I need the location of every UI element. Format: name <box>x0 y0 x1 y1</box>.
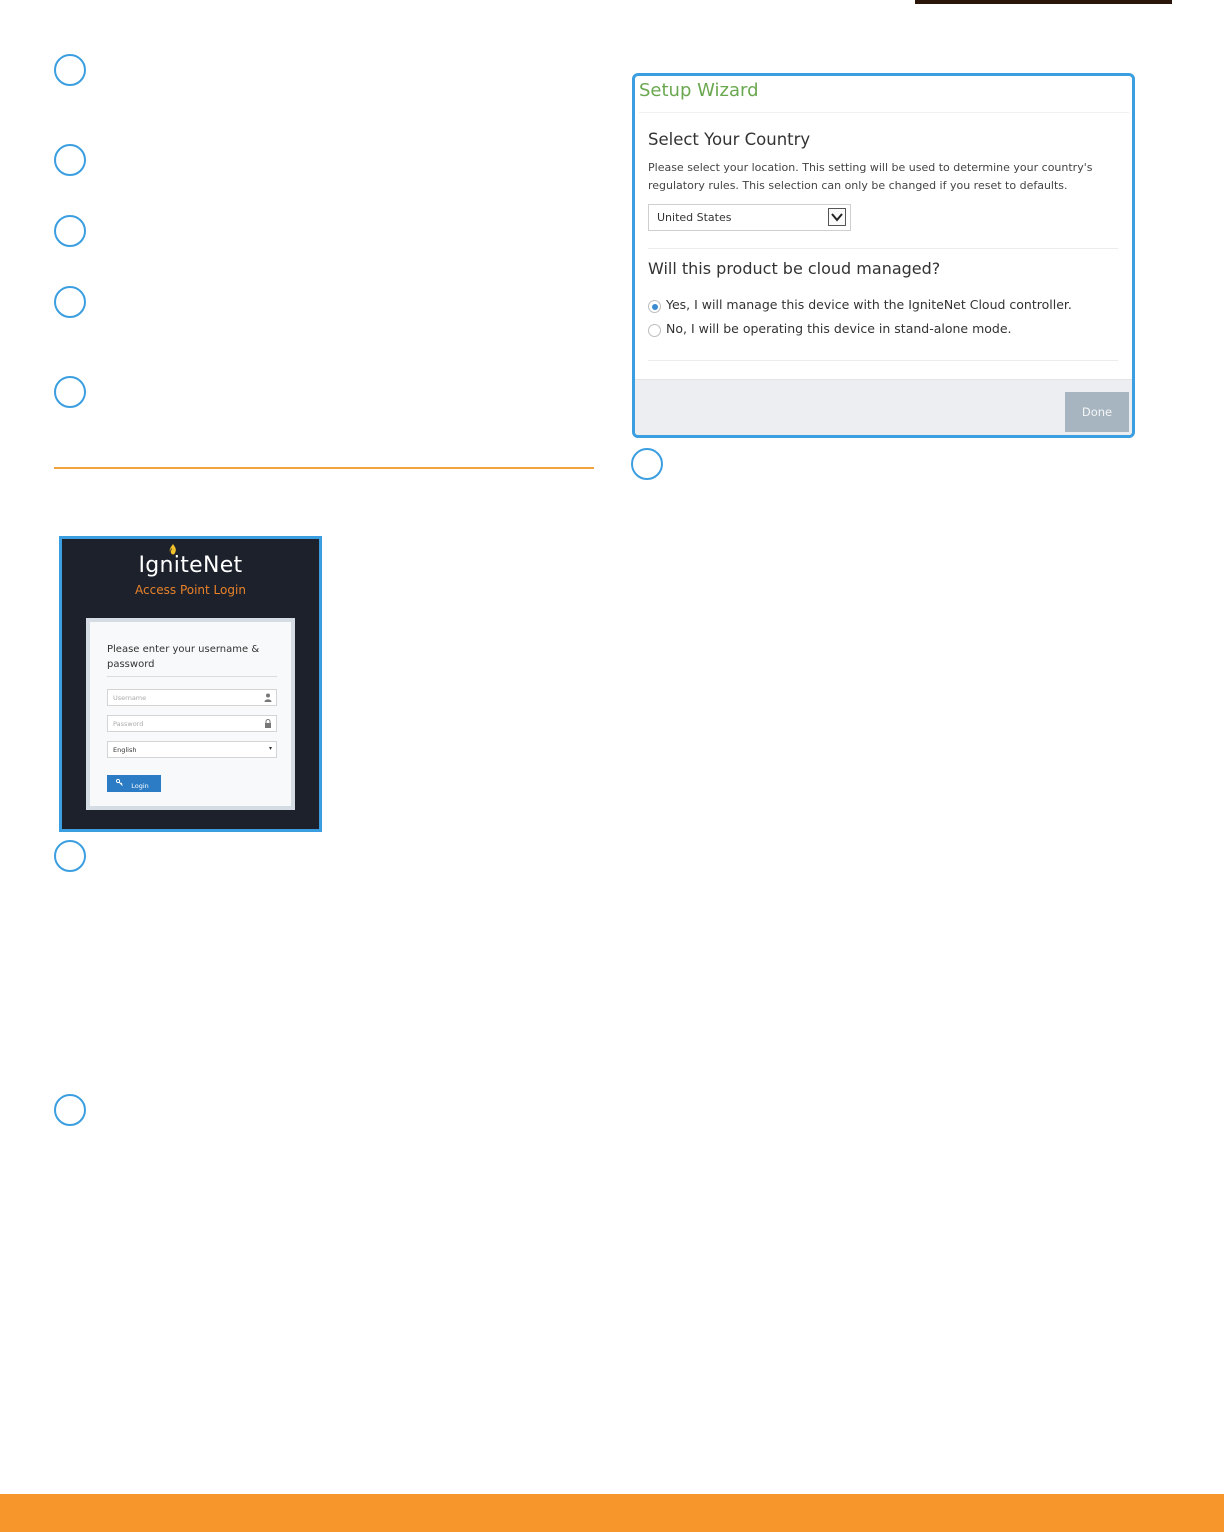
step-marker-1 <box>54 54 86 86</box>
brand-logo-text: IgniteNet <box>138 553 243 578</box>
wizard-divider-1 <box>648 248 1118 249</box>
login-button-label: Login <box>131 781 149 790</box>
login-screenshot <box>59 536 322 832</box>
language-value: English <box>113 746 137 754</box>
lock-icon <box>264 719 272 728</box>
country-heading: Select Your Country <box>648 130 811 149</box>
username-placeholder: Username <box>113 694 147 702</box>
step-marker-4 <box>54 286 86 318</box>
cloud-heading: Will this product be cloud managed? <box>648 259 941 278</box>
step-marker-7 <box>54 840 86 872</box>
wizard-title-divider <box>639 112 1129 113</box>
login-subtitle: Access Point Login <box>135 583 246 597</box>
chevron-down-icon <box>828 208 846 226</box>
password-input[interactable] <box>107 715 277 732</box>
login-separator <box>107 676 277 677</box>
step-marker-8 <box>54 1094 86 1126</box>
login-button[interactable] <box>107 775 161 792</box>
key-icon <box>116 779 123 788</box>
wizard-footer <box>635 379 1132 435</box>
done-button[interactable]: Done <box>1065 392 1129 432</box>
caret-down-icon: ▾ <box>268 745 272 752</box>
user-icon <box>264 693 272 702</box>
radio-label-cloud: Yes, I will manage this device with the IgniteNet Cloud controller. <box>666 297 1072 312</box>
setup-wizard-screenshot <box>632 73 1135 438</box>
wizard-title: Setup Wizard <box>639 80 759 101</box>
wizard-divider-2 <box>648 360 1118 361</box>
step-marker-2 <box>54 144 86 176</box>
username-input[interactable] <box>107 689 277 706</box>
section-divider <box>54 467 594 469</box>
login-prompt: Please enter your username & password <box>107 644 260 670</box>
country-select-value: United States <box>657 211 732 224</box>
footer-bar <box>0 1494 1224 1532</box>
radio-label-standalone: No, I will be operating this device in stand-alone mode. <box>666 321 1012 336</box>
step-marker-3 <box>54 215 86 247</box>
password-placeholder: Password <box>113 720 144 728</box>
country-select[interactable] <box>648 204 851 231</box>
radio-button-cloud[interactable] <box>648 300 661 313</box>
login-card <box>86 618 295 810</box>
language-select[interactable] <box>107 741 277 758</box>
radio-button-standalone[interactable] <box>648 324 661 337</box>
country-description: Please select your location. This setting will be used to determine your country's regulatory rules. This selection can only be changed if you reset to defaults. <box>648 161 1093 192</box>
step-marker-5 <box>54 376 86 408</box>
header-tab <box>915 0 1172 4</box>
step-marker-6 <box>631 448 663 480</box>
